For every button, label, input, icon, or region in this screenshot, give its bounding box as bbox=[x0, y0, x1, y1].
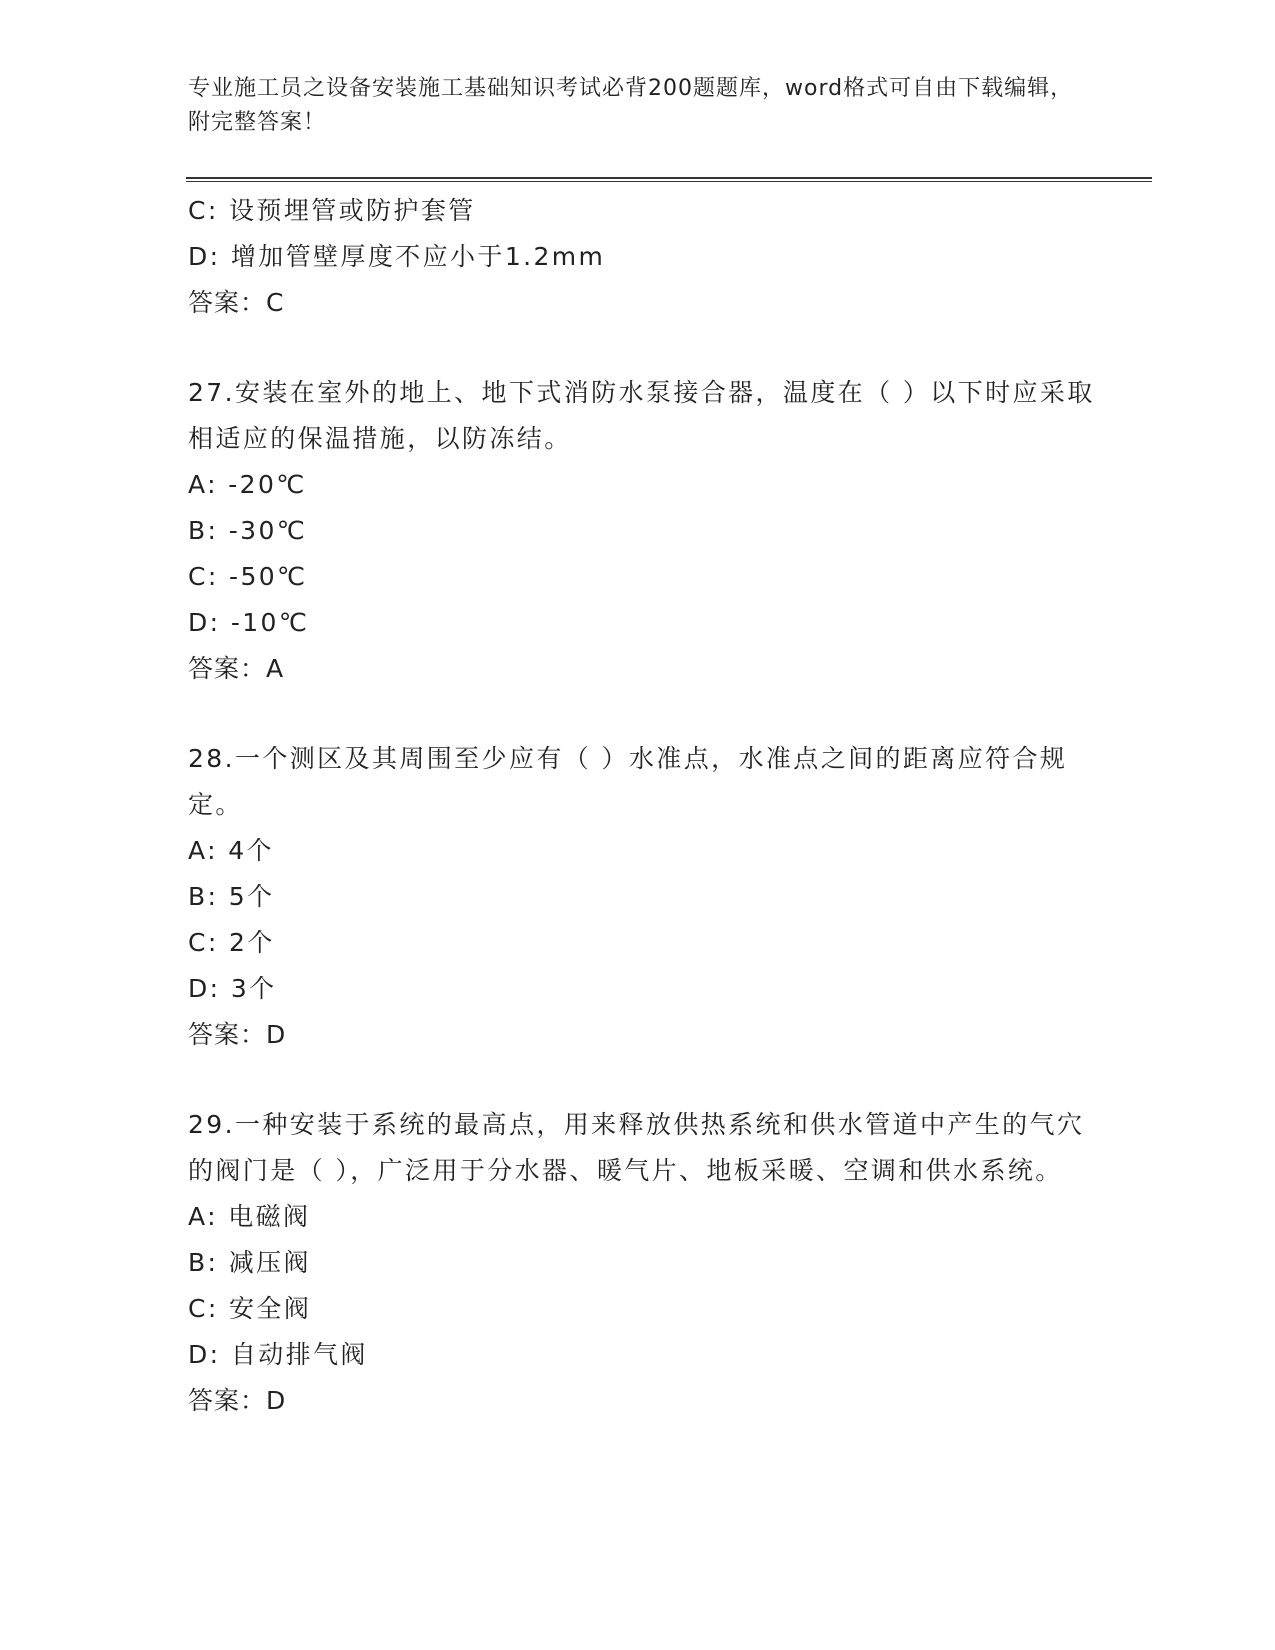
option-b: B: 减压阀 bbox=[188, 1248, 311, 1277]
question-29 bbox=[188, 1102, 1108, 1424]
option-a: A: -20℃ bbox=[188, 470, 307, 499]
answer: 答案：C bbox=[188, 288, 285, 317]
question-28 bbox=[188, 736, 1108, 1058]
question-27 bbox=[188, 370, 1108, 692]
option-a: A: 电磁阀 bbox=[188, 1202, 311, 1231]
option-d: D: -10℃ bbox=[188, 608, 310, 637]
question-spacer bbox=[188, 692, 1108, 736]
option-d: D: 自动排气阀 bbox=[188, 1340, 368, 1369]
option-a: A: 4个 bbox=[188, 836, 274, 865]
option-d: D: 3个 bbox=[188, 974, 277, 1003]
option-c: C: -50℃ bbox=[188, 562, 308, 591]
answer: 答案：D bbox=[188, 1020, 287, 1049]
document-title: 专业施工员之设备安装施工基础知识考试必背200题题库，word格式可自由下载编辑，附完整答案！ bbox=[188, 76, 1074, 135]
option-b: B: 5个 bbox=[188, 882, 275, 911]
question-list bbox=[188, 188, 1108, 1424]
option-b: B: -30℃ bbox=[188, 516, 308, 545]
question-26-continued bbox=[188, 188, 1108, 326]
question-stem: 27.安装在室外的地上、地下式消防水泵接合器，温度在（ ）以下时应采取相适应的保温措施，以防冻结。 bbox=[188, 378, 1095, 453]
question-spacer bbox=[188, 1058, 1108, 1102]
page-header bbox=[188, 72, 1088, 140]
answer: 答案：A bbox=[188, 654, 285, 683]
header-divider bbox=[186, 177, 1152, 182]
question-spacer bbox=[188, 326, 1108, 370]
answer: 答案：D bbox=[188, 1386, 287, 1415]
question-stem: 28.一个测区及其周围至少应有（ ）水准点，水准点之间的距离应符合规定。 bbox=[188, 744, 1068, 819]
option-c: C: 设预埋管或防护套管 bbox=[188, 196, 476, 225]
option-c: C: 2个 bbox=[188, 928, 275, 957]
question-stem: 29.一种安装于系统的最高点，用来释放供热系统和供水管道中产生的气穴的阀门是（ ），广泛用于分水器、暖气片、地板采暖、空调和供水系统。 bbox=[188, 1110, 1085, 1185]
option-d: D: 增加管壁厚度不应小于1.2mm bbox=[188, 242, 606, 271]
option-c: C: 安全阀 bbox=[188, 1294, 312, 1323]
